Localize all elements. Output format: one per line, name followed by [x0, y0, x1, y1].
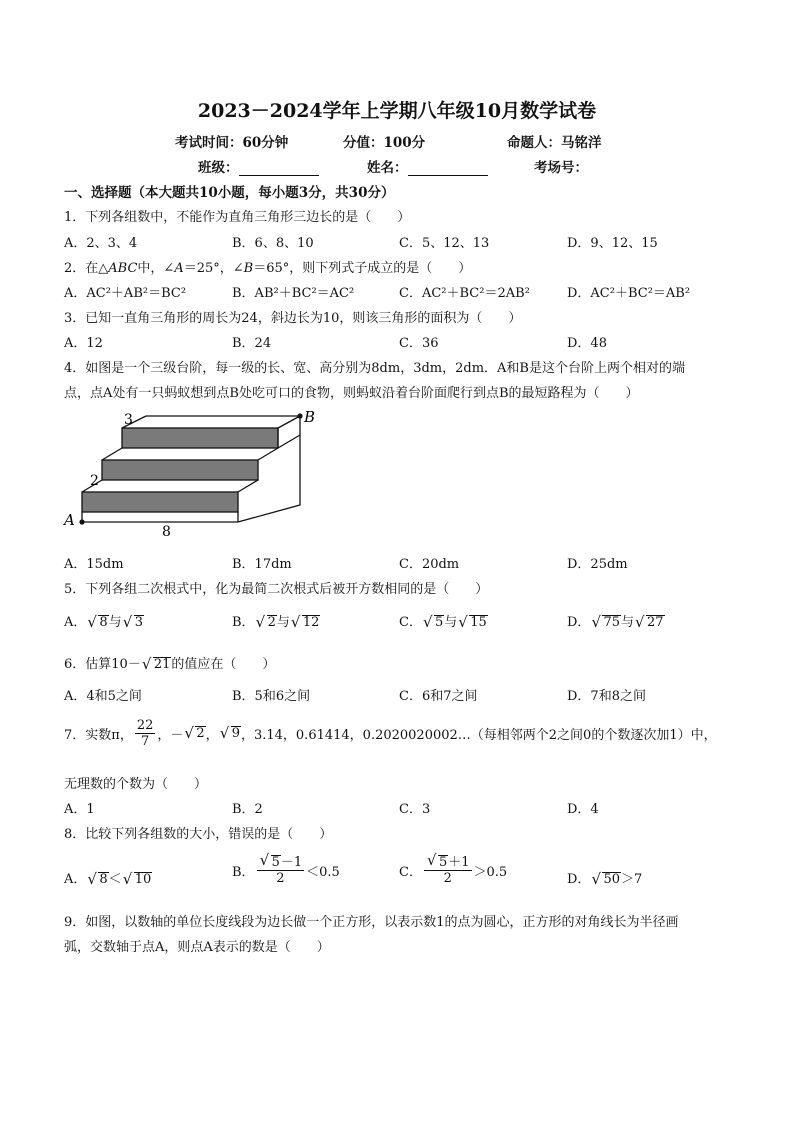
exam-score: 分值：100分 [343, 135, 426, 151]
q7-fraction: $\frac{22}{7}$ [136, 718, 154, 749]
q8-option-b[interactable]: B． √ $\frac{5-1}{2}$ ＜0.5 [232, 855, 340, 886]
q3-option-d[interactable]: D．48 [567, 336, 607, 351]
staircase-figure [60, 405, 330, 540]
stair-riser-3 [122, 428, 278, 448]
q8-option-d[interactable]: D．√ 50＞7 [567, 868, 642, 887]
class-field[interactable] [198, 156, 319, 176]
fig-label-8: 8 [162, 524, 171, 540]
q7-option-a[interactable]: A．1 [64, 802, 95, 817]
room-label: 考场号： [534, 160, 588, 176]
q4-stem-line1: 4．如图是一个三级台阶，每一级的长、宽、高分别为8dm，3dm，2dm．A和B是这个台阶上两个相对的端 [64, 361, 685, 376]
q4-option-d[interactable]: D．25dm [567, 557, 628, 572]
stair-tread-1-right [238, 480, 258, 492]
section-choice-heading: 一、选择题（本大题共10小题，每小题3分，共30分） [64, 185, 395, 201]
q2-option-a[interactable]: A．AC²＋AB²＝BC² [64, 286, 187, 301]
class-blank[interactable] [239, 161, 319, 176]
q1-option-b[interactable]: B．6、8、10 [232, 236, 314, 251]
q3-option-a[interactable]: A．12 [64, 336, 103, 351]
q1-stem: 1．下列各组数中，不能作为直角三角形三边长的是（ ） [64, 210, 411, 225]
q3-stem: 3．已知一直角三角形的周长为24，斜边长为10，则该三角形的面积为（ ） [64, 311, 522, 326]
stair-tread-2-right [258, 448, 278, 460]
q6-option-a[interactable]: A．4和5之间 [64, 689, 142, 704]
class-label: 班级： [198, 160, 239, 176]
q7-option-c[interactable]: C．3 [399, 802, 431, 817]
q5-option-c[interactable]: C．√ 5与√ 15 [399, 611, 488, 630]
q6-option-d[interactable]: D．7和8之间 [567, 689, 646, 704]
name-label: 姓名： [367, 160, 408, 176]
q9-stem-line1: 9．如图，以数轴的单位长度线段为边长做一个正方形，以表示数1的点为圆心，正方形的对角线长为半径画 [64, 915, 679, 930]
q1-option-a[interactable]: A．2、3、4 [64, 236, 138, 251]
q3-option-c[interactable]: C．36 [399, 336, 439, 351]
q2-stem: 2．在△ABC中，∠A＝25°，∠B＝65°，则下列式子成立的是（ ） [64, 261, 472, 276]
q9-stem-line2: 弧，交数轴于点A，则点A表示的数是（ ） [64, 940, 330, 955]
q7-option-d[interactable]: D．4 [567, 802, 599, 817]
q7-option-b[interactable]: B．2 [232, 802, 263, 817]
q7-stem: 7．实数π， $\frac{22}{7}$ ，－ √ 2 ， √ 9 ，3.14，0.61414，0.2020020002…（每相邻两个2之间0的个数逐次加1）中， [64, 718, 717, 749]
q6-stem: 6．估算10－√ 21的值应在（ ） [64, 653, 275, 672]
q8-option-c[interactable]: C． √ $\frac{5+1}{2}$ ＞0.5 [399, 855, 507, 886]
q1-option-d[interactable]: D．9、12、15 [567, 236, 658, 251]
fig-label-b: B [304, 408, 316, 426]
q6-option-b[interactable]: B．5和6之间 [232, 689, 311, 704]
exam-author: 命题人：马铭洋 [507, 135, 602, 151]
q8-option-a[interactable]: A．√ 8＜√ 10 [64, 868, 152, 887]
stair-riser-2 [102, 460, 258, 480]
q8-stem: 8．比较下列各组数的大小，错误的是（ ） [64, 827, 333, 842]
stair-riser-1 [82, 492, 238, 512]
q2-option-d[interactable]: D．AC²＋BC²＝AB² [567, 286, 691, 301]
point-a-dot [79, 519, 84, 524]
q3-option-b[interactable]: B．24 [232, 336, 272, 351]
exam-time: 考试时间：60分钟 [175, 135, 289, 151]
q5-stem: 5．下列各组二次根式中，化为最简二次根式后被开方数相同的是（ ） [64, 582, 489, 597]
stair-tread-2-left [102, 448, 122, 460]
q5-option-a[interactable]: A．√ 8与√ 3 [64, 611, 144, 630]
exam-title: 2023－2024学年上学期八年级10月数学试卷 [197, 100, 597, 122]
name-blank[interactable] [408, 161, 488, 176]
q4-option-c[interactable]: C．20dm [399, 557, 460, 572]
q2-option-c[interactable]: C．AC²＋BC²＝2AB² [399, 286, 530, 301]
q7-stem-line2: 无理数的个数为（ ） [64, 777, 208, 792]
q4-option-a[interactable]: A．15dm [64, 557, 124, 572]
q5-option-d[interactable]: D．√ 75与√ 27 [567, 611, 665, 630]
fig-label-2: 2 [90, 473, 99, 489]
point-b-dot [297, 413, 302, 418]
q6-option-c[interactable]: C．6和7之间 [399, 689, 478, 704]
q5-option-b[interactable]: B．√ 2与√ 12 [232, 611, 320, 630]
fig-label-3: 3 [124, 412, 133, 428]
name-field[interactable] [367, 156, 488, 176]
stair-top-right-edge [278, 416, 300, 428]
q4-stem-line2: 点，点A处有一只蚂蚁想到点B处吃可口的食物，则蚂蚁沿着台阶面爬行到点B的最短路程为（ ） [64, 386, 639, 401]
q4-option-b[interactable]: B．17dm [232, 557, 292, 572]
q1-option-c[interactable]: C．5、12、13 [399, 236, 490, 251]
fig-label-a: A [64, 511, 75, 529]
q2-option-b[interactable]: B．AB²＋BC²＝AC² [232, 286, 355, 301]
